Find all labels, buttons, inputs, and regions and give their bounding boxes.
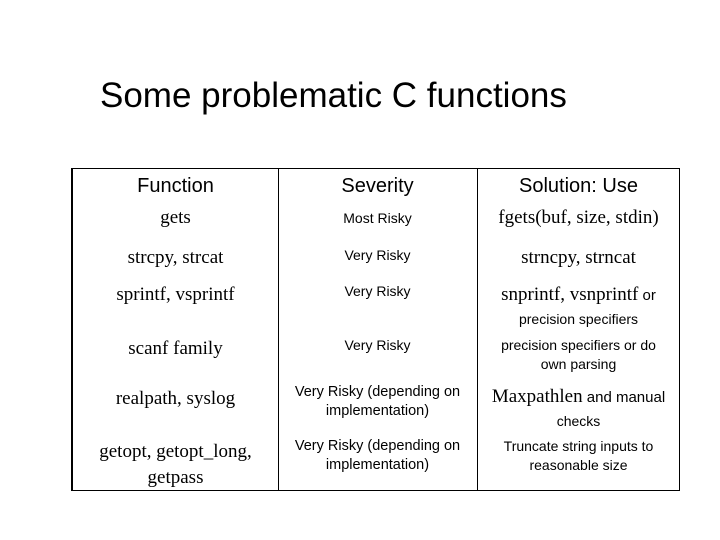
function-cell: strcpy, strcat [127,247,224,268]
function-cell: realpath, syslog [115,388,236,409]
solution-cell [477,284,680,306]
function-cell [73,439,278,491]
function-cell: scanf family [128,338,223,359]
header-solution: Solution: Use [519,175,638,197]
solution-cell [477,437,680,475]
severity-line: implementation) [325,403,430,419]
solution-cell [477,336,680,374]
severity-line: implementation) [325,457,430,473]
severity-cell: Very Risky [344,247,411,263]
solution-extra: precision specifiers [518,311,639,327]
function-line: getpass [147,467,204,488]
header-severity: Severity [341,175,414,197]
solution-tail: and manual [582,389,666,406]
function-cell: gets [160,207,191,228]
function-line: getopt, getopt_long, [99,441,252,462]
solution-tail: or [638,287,656,304]
function-cell: sprintf, vsprintf [116,284,235,305]
solution-cell [477,386,680,408]
severity-cell [278,383,477,421]
solution-main: Maxpathlen [491,386,583,407]
severity-line: Very Risky (depending on [294,384,461,400]
functions-table [71,168,680,491]
solution-cell [477,207,680,229]
solution-cell [477,247,680,269]
severity-cell [278,437,477,475]
solution-main: strncpy, strncat [521,247,636,268]
solution-main: fgets(buf, size, stdin) [498,207,659,228]
solution-main: snprintf, vsnprintf [501,284,639,305]
severity-line: Very Risky (depending on [294,438,461,454]
solution-line: Truncate string inputs to [503,438,654,454]
solution-line: precision specifiers or do [501,337,656,353]
header-function: Function [137,175,214,197]
solution-line: own parsing [540,356,617,372]
severity-cell: Very Risky [344,337,411,353]
solution-extra: checks [556,413,601,429]
severity-cell: Most Risky [343,210,412,226]
slide-title: Some problematic C functions [100,76,567,115]
solution-line: reasonable size [529,457,628,473]
severity-cell: Very Risky [344,283,411,299]
